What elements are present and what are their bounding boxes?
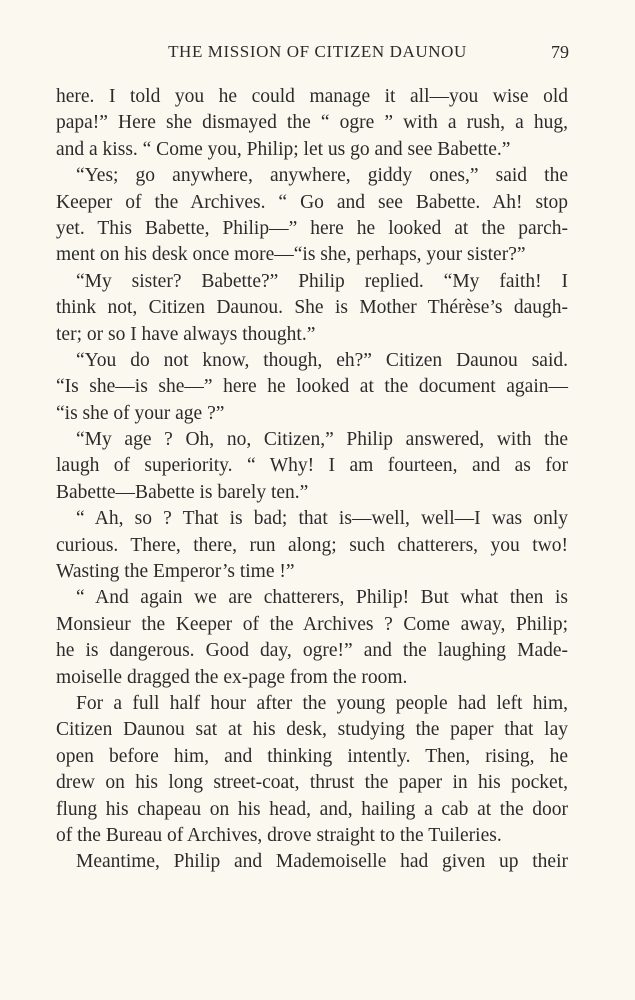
text-line: “ And again we are chatterers, Philip! But what then is bbox=[76, 587, 568, 609]
text-line: and a kiss. “ Come you, Philip; let us go and see Babette.” bbox=[56, 138, 511, 160]
text-line: “My age ? Oh, no, Citizen,” Philip answered, with the bbox=[76, 429, 568, 451]
text-line: “My sister? Babette?” Philip replied. “My faith! I bbox=[76, 270, 568, 292]
text-line: Keeper of the Archives. “ Go and see Babette. Ah! stop bbox=[56, 191, 568, 213]
text-line: curious. There, there, run along; such chatterers, you two! bbox=[56, 534, 568, 556]
text-line: drew on his long street-coat, thrust the paper in his pocket, bbox=[56, 772, 568, 794]
text-line: “Is she—is she—” here he looked at the document again— bbox=[56, 376, 568, 398]
text-line: of the Bureau of Archives, drove straight to the Tuileries. bbox=[56, 824, 502, 846]
text-line: papa!” Here she dismayed the “ ogre ” with a rush, a hug, bbox=[56, 112, 568, 134]
text-line: ter; or so I have always thought.” bbox=[56, 323, 316, 345]
running-title: THE MISSION OF CITIZEN DAUNOU bbox=[168, 42, 467, 61]
text-line: open before him, and thinking intently. Then, rising, he bbox=[56, 745, 568, 767]
text-line: Wasting the Emperor’s time !” bbox=[56, 561, 295, 583]
text-line: Babette—Babette is barely ten.” bbox=[56, 481, 309, 503]
text-line: he is dangerous. Good day, ogre!” and the laughing Made- bbox=[56, 640, 568, 662]
page-number: 79 bbox=[551, 42, 569, 62]
text-line: moiselle dragged the ex-page from the room. bbox=[56, 666, 408, 688]
text-line: Citizen Daunou sat at his desk, studying the paper that lay bbox=[56, 719, 568, 741]
text-line: “You do not know, though, eh?” Citizen Daunou said. bbox=[76, 349, 568, 371]
text-line: “Yes; go anywhere, anywhere, giddy ones,” said the bbox=[76, 165, 568, 187]
text-line: flung his chapeau on his head, and, hailing a cab at the door bbox=[56, 798, 568, 820]
text-line: ment on his desk once more—“is she, perhaps, your sister?” bbox=[56, 244, 526, 266]
text-line: laugh of superiority. “ Why! I am fourteen, and as for bbox=[56, 455, 568, 477]
text-line: For a full half hour after the young people had left him, bbox=[76, 692, 568, 714]
text-line: “is she of your age ?” bbox=[56, 402, 225, 424]
text-line: Meantime, Philip and Mademoiselle had given up their bbox=[76, 851, 568, 873]
body-text bbox=[56, 84, 568, 876]
text-line: Monsieur the Keeper of the Archives ? Come away, Philip; bbox=[56, 613, 568, 635]
text-line: think not, Citizen Daunou. She is Mother Thérèse’s daugh- bbox=[56, 297, 568, 319]
page-header bbox=[0, 42, 635, 68]
text-line: “ Ah, so ? That is bad; that is—well, well—I was only bbox=[76, 508, 568, 530]
text-line: here. I told you he could manage it all—you wise old bbox=[56, 86, 568, 107]
text-line: yet. This Babette, Philip—” here he looked at the parch- bbox=[56, 217, 568, 239]
